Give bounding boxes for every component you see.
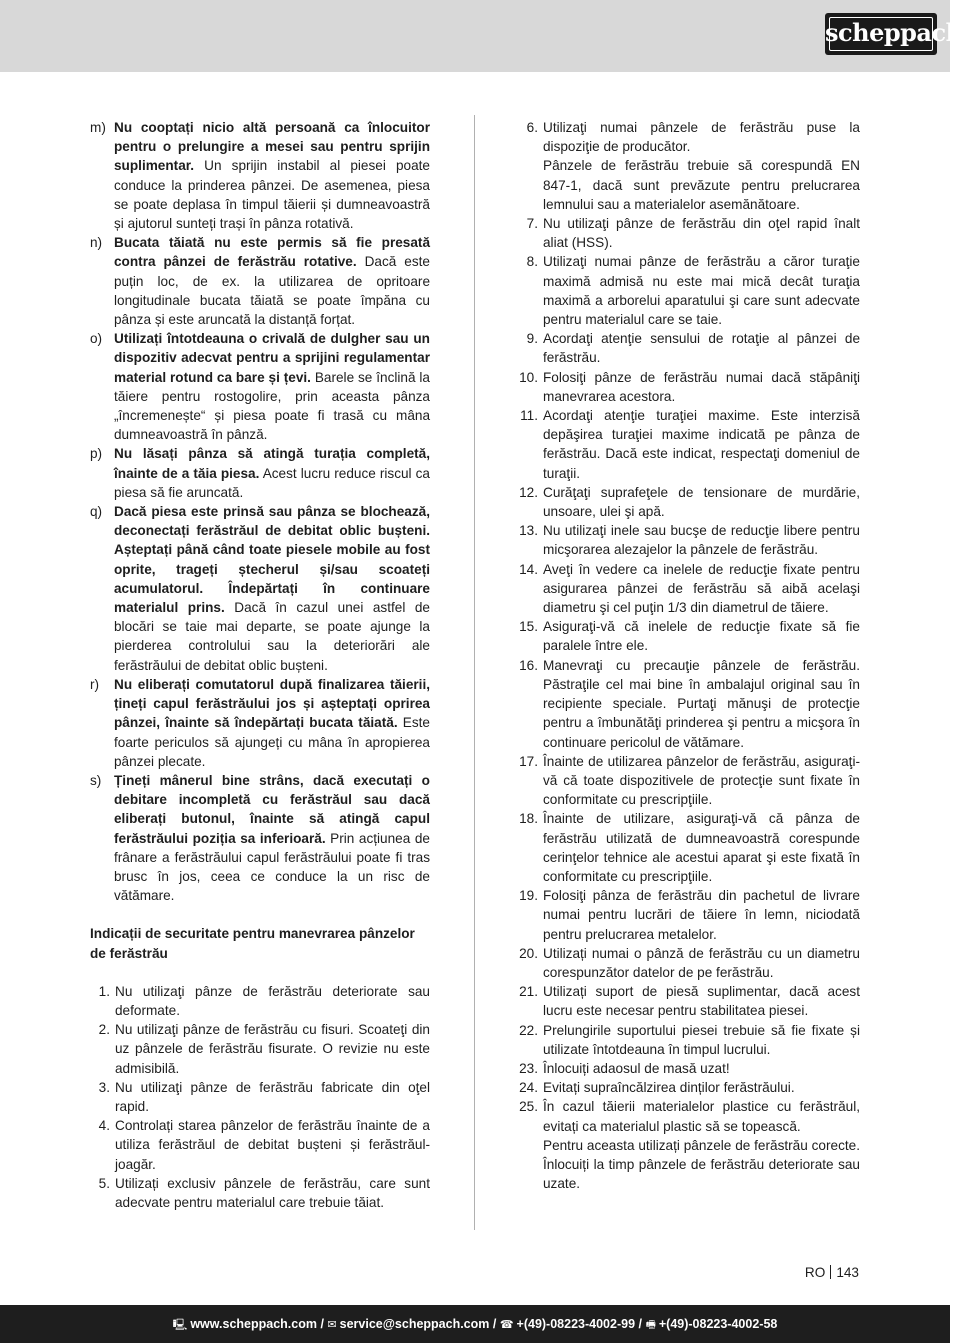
item-number: 24. xyxy=(519,1080,538,1096)
safety-item xyxy=(90,771,430,905)
item-text: Dacă în cazul unei astfel de blocări se taie mai departe, se poate ajunge la pierderea controlului sau la deteriorări ale ferăstrăului de debitat oblic bușteni. xyxy=(114,600,430,673)
item-body xyxy=(543,560,860,618)
item-body xyxy=(543,982,860,1020)
item-number: 2. xyxy=(98,1022,110,1038)
numbered-item xyxy=(518,1097,860,1193)
item-body xyxy=(543,1097,860,1193)
safety-item xyxy=(90,444,430,502)
item-text: Prin acțiunea de frânare a ferăstrăului capul ferăstrăului poate fi tras brusc în jos, ceea ce conduce la un risc de vătămare. xyxy=(114,830,430,904)
header-band xyxy=(0,0,963,72)
item-body xyxy=(114,502,430,675)
numbered-item xyxy=(518,752,860,810)
item-marker: m) xyxy=(90,120,106,135)
item-marker: s) xyxy=(90,772,102,788)
section-heading: Indicații de securitate pentru manevrarea pânzelor de ferăstrău xyxy=(90,926,415,961)
item-body xyxy=(114,444,430,502)
item-number: 12. xyxy=(519,484,538,500)
item-text-line: Utilizați suport de piesă suplimentar, dacă acest lucru este necesar pentru stabilitatea piesei. xyxy=(543,984,860,1019)
page-number: 143 xyxy=(836,1265,859,1280)
numbered-item xyxy=(518,886,860,944)
phone-icon: ☎ xyxy=(499,1319,514,1331)
item-body xyxy=(543,406,860,483)
item-text-line: Pânzele de ferăstrău trebuie să corespundă EN 847-1, dacă sunt prevăzute pentru prelucrarea lemnului sau a materialelor asemănătoare. xyxy=(543,158,860,212)
numbered-item xyxy=(90,1078,430,1116)
item-body xyxy=(543,809,860,886)
numbered-item xyxy=(90,1116,430,1174)
item-number: 10. xyxy=(519,369,538,385)
right-column xyxy=(518,118,860,1193)
item-body xyxy=(115,1020,430,1078)
item-text-line: Folosiţi pânze de ferăstrău numai dacă stăpâniţi manevrarea acestora. xyxy=(543,369,860,404)
item-number: 22. xyxy=(519,1022,538,1038)
item-body xyxy=(543,368,860,406)
item-text-line: Acordaţi atenţie sensului de rotaţie al pânzei de ferăstrău. xyxy=(543,331,860,366)
item-text-line: Înainte de utilizare, asiguraţi-vă că pânza de ferăstrău utilizată de dumneavoastră corespunde cerinţelor tehnice ale acestui aparat şi este fixată în conformitate cu prescripţiile. xyxy=(543,811,860,884)
item-body xyxy=(115,1116,430,1174)
numbered-item xyxy=(518,809,860,886)
item-text: Dacă este puțin loc, de ex. la utilizarea de opritoare longitudinale bucata tăiată se poate împăna cu pânza și este aruncată la distanță forțat. xyxy=(114,254,430,328)
safety-item xyxy=(90,502,430,675)
item-number: 6. xyxy=(526,120,538,135)
numbered-item xyxy=(518,406,860,483)
language-code: RO xyxy=(804,1265,826,1280)
item-bold-text: Nu cooptați nicio altă persoană ca înlocuitor pentru o prelungire a mesei sau pentru sprijin suplimentar. xyxy=(114,120,430,174)
safety-item xyxy=(90,675,430,771)
item-text-line: Evitați supraîncălzirea dinților ferăstrăului. xyxy=(543,1080,795,1096)
item-text-line: Utilizați exclusiv pânzele de ferăstrău, care sunt adecvate pentru materialul care trebuie tăiat. xyxy=(115,1175,430,1210)
numbered-item xyxy=(518,214,860,252)
numbered-item xyxy=(90,1020,430,1078)
item-body xyxy=(543,617,860,655)
item-number: 18. xyxy=(519,811,538,827)
item-text: Este foarte periculos să ajungeți cu mâna în apropierea pânzei plecate. xyxy=(114,715,430,769)
safety-item xyxy=(90,233,430,329)
item-body xyxy=(543,944,860,982)
item-number: 7. xyxy=(526,216,538,232)
numbered-item xyxy=(518,982,860,1020)
item-body xyxy=(114,771,430,905)
item-body xyxy=(543,1059,860,1078)
item-bold-text: Dacă piesa este prinsă sau pânza se blochează, deconectați ferăstrăul de debitat oblic bușteni. Așteptați până când toate piesele mobile au fost oprite, trageți ștecherul și/sau scoateți acumulatorul. Îndepărtați în continuare materialul prins. xyxy=(114,504,430,616)
item-body xyxy=(543,656,860,752)
item-text-line: Înlocuiți adaosul de masă uzat! xyxy=(543,1060,730,1076)
numbered-item xyxy=(518,118,860,214)
item-number: 9. xyxy=(526,331,538,347)
item-text-line: Utilizați numai o pânză de ferăstrău cu un diametru corespunzător datelor de pe ferăstrău. xyxy=(543,945,860,980)
item-text: Un sprijin instabil al piesei poate conduce la prinderea pânzei. De asemenea, piesa se poate deplasa în timpul tăierii și dumneavoastră și ajutorul sunteți trași în pânza rotativă. xyxy=(114,158,430,232)
numbered-item xyxy=(90,1174,430,1212)
numbered-item xyxy=(518,521,860,559)
safety-items-list xyxy=(90,118,430,905)
item-body xyxy=(115,1174,430,1212)
brand-logo: scheppach xyxy=(825,13,937,55)
item-body xyxy=(543,752,860,810)
item-body xyxy=(114,118,430,233)
footer-fax: +(49)-08223-4002-58 xyxy=(658,1317,778,1331)
blade-handling-list-right xyxy=(518,118,860,1193)
item-text-line: Aveţi în vedere ca inelele de reducţie fixate pentru asigurarea pânzei de ferăstrău să aibă acelaşi diametru şi cel puţin 1/3 din diametrul de tăiere. xyxy=(543,561,860,616)
item-text-line: Înainte de utilizarea pânzelor de ferăstrău, asiguraţi-vă că toate dispozitivele de protecţie sunt fixate în conformitate cu prescripţiile. xyxy=(543,753,860,808)
item-number: 20. xyxy=(519,945,538,961)
item-marker: n) xyxy=(90,235,103,251)
numbered-item xyxy=(518,944,860,982)
item-body xyxy=(543,1078,860,1097)
item-number: 4. xyxy=(98,1118,110,1134)
footer-phone: +(49)-08223-4002-99 xyxy=(516,1317,636,1331)
item-text-line: Prelungirile suportului piesei trebuie să fie fixate și utilizate întotdeauna în timpul lucrului. xyxy=(543,1022,860,1057)
item-body xyxy=(115,1078,430,1116)
item-text-line: Acordaţi atenţie turaţiei maxime. Este interzisă depăşirea turaţiei maxime indicată pe pânza de ferăstrău. Dacă este indicat, respectaţi domeniul de turaţii. xyxy=(543,408,860,481)
item-body xyxy=(543,483,860,521)
item-text-line: Utilizaţi numai pânze de ferăstrău a căror turaţie maximă admisă nu este mai mică decât turaţia maximă a arborelui aparatului şi care sunt adecvate pentru materialul care se taie. xyxy=(543,254,860,328)
item-number: 16. xyxy=(519,657,538,673)
mail-icon: ✉ xyxy=(327,1319,337,1331)
numbered-item xyxy=(518,560,860,618)
item-body xyxy=(115,982,430,1020)
page-footer-number xyxy=(805,1265,859,1281)
item-text-line: Controlați starea pânzelor de ferăstrău înainte de a utiliza ferăstrăul de debitat bușteni și ferăstrăul-joagăr. xyxy=(115,1118,430,1172)
item-body xyxy=(543,252,860,329)
left-column xyxy=(90,118,430,1212)
item-text-line: Nu utilizaţi pânze de ferăstrău fabricate din oţel rapid. xyxy=(115,1079,430,1114)
footer-email[interactable]: service@scheppach.com xyxy=(339,1317,490,1331)
item-text-line: Manevraţi cu precauţie pânzele de ferăstrău. Păstraţile cel mai bine în ambalajul original sau în recipiente speciale. Purtaţi mănuşi de protecţie pentru a îmbunătăţi prinderea şi pentru a micşora în continuare pericolul de vătămare. xyxy=(543,657,860,750)
item-number: 1. xyxy=(98,983,110,999)
item-number: 25. xyxy=(519,1099,538,1115)
item-text-line: În cazul tăierii materialelor plastice cu ferăstrăul, evitați ca materialul plastic să se topească. xyxy=(543,1099,860,1134)
item-body xyxy=(114,233,430,329)
blade-handling-list-left xyxy=(90,982,430,1212)
item-number: 11. xyxy=(520,408,538,424)
item-number: 8. xyxy=(526,254,538,270)
item-text-line: Asiguraţi-vă că inelele de reducţie fixate să fie paralele între ele. xyxy=(543,619,860,654)
numbered-item xyxy=(518,1059,860,1078)
numbered-item xyxy=(518,483,860,521)
item-text: Barele se înclină la tăiere pentru rostogolire, prin aceasta pânza „încremenește“ și piesa poate fi trasă cu mâna dumneavoastră în pânză. xyxy=(114,369,430,443)
item-number: 14. xyxy=(519,561,538,577)
item-bold-text: Utilizați întotdeauna o crivală de dulgher sau un dispozitiv adecvat pentru a sprijini regulamentar material rotund ca bare și țevi. xyxy=(114,331,430,385)
item-body xyxy=(543,521,860,559)
item-marker: p) xyxy=(90,446,103,462)
item-number: 19. xyxy=(519,888,538,904)
safety-item xyxy=(90,118,430,233)
item-text-line: Folosiţi pânza de ferăstrău din pachetul de livrare numai pentru lucrări de tăiere în lemn, niciodată pentru prelucrarea metalelor. xyxy=(543,888,860,942)
numbered-item xyxy=(90,982,430,1020)
item-number: 17. xyxy=(519,753,538,769)
item-number: 21. xyxy=(519,984,538,1000)
item-bold-text: Bucata tăiată nu este permis să fie presată contra pânzei de ferăstrău rotative. xyxy=(114,235,430,270)
item-body xyxy=(543,886,860,944)
item-text-line: Nu utilizaţi inele sau bucşe de reducţie libere pentru micşorarea alezajelor la pânzele de ferăstrău. xyxy=(543,523,860,558)
monitor-icon: 🖳 xyxy=(172,1319,188,1331)
item-bold-text: Nu lăsați pânza să atingă turația completă, înainte de a tăia piesa. xyxy=(114,446,430,481)
item-number: 15. xyxy=(519,619,538,635)
page-separator xyxy=(830,1265,831,1279)
footer-website[interactable]: www.scheppach.com xyxy=(190,1317,317,1331)
item-marker: r) xyxy=(90,676,100,692)
item-number: 5. xyxy=(98,1175,110,1191)
item-body xyxy=(543,329,860,367)
numbered-item xyxy=(518,252,860,329)
safety-item xyxy=(90,329,430,444)
numbered-item xyxy=(518,656,860,752)
column-divider xyxy=(474,115,475,1230)
item-body xyxy=(114,329,430,444)
item-text-line: Nu utilizaţi pânze de ferăstrău deteriorate sau deformate. xyxy=(115,983,430,1018)
numbered-item xyxy=(518,329,860,367)
item-text-line: Utilizaţi numai pânzele de ferăstrău puse la dispoziţie de producător. xyxy=(543,120,860,155)
item-text-line: Nu utilizaţi pânze de ferăstrău cu fisuri. Scoateţi din uz pânzele de ferăstrău fisurate. O revizie nu este admisibilă. xyxy=(115,1022,430,1076)
item-body xyxy=(543,214,860,252)
item-bold-text: Nu eliberați comutatorul după finalizarea tăierii, țineți capul ferăstrăului jos și așteptați oprirea pânzei, înainte să îndepărtați bucata tăiată. xyxy=(114,676,430,731)
item-text-line: Curăţaţi suprafeţele de tensionare de murdărie, unsoare, ulei şi apă. xyxy=(543,484,860,520)
numbered-item xyxy=(518,368,860,406)
item-text-line: Nu utilizaţi pânze de ferăstrău din oţel rapid înalt aliat (HSS). xyxy=(543,216,860,251)
item-body xyxy=(114,675,430,771)
item-text-line: Pentru aceasta utilizați pânzele de ferăstrău corecte. Înlocuiți la timp pânzele de ferăstrău deteriorate sau uzate. xyxy=(543,1137,860,1192)
item-text: Acest lucru reduce riscul ca piesa să fie aruncată. xyxy=(114,465,430,500)
item-number: 13. xyxy=(519,523,538,539)
fax-icon: 🖷 xyxy=(645,1319,656,1331)
numbered-item xyxy=(518,1021,860,1059)
item-number: 23. xyxy=(519,1060,538,1076)
item-body xyxy=(543,1021,860,1059)
numbered-item xyxy=(518,1078,860,1097)
item-marker: o) xyxy=(90,331,103,347)
item-body xyxy=(543,118,860,214)
footer-band: 🖳 www.scheppach.com / ✉ service@scheppach.com / ☎ +(49)-08223-4002-99 / 🖷 +(49)-08223-4002-58 xyxy=(0,1305,950,1343)
item-marker: q) xyxy=(90,504,103,520)
numbered-item xyxy=(518,617,860,655)
item-number: 3. xyxy=(98,1079,110,1095)
item-bold-text: Țineți mânerul bine strâns, dacă executați o debitare incompletă cu ferăstrăul sau dacă eliberați butonul, înainte să atingă capul ferăstrăului poziția sa inferioară. xyxy=(114,772,430,846)
